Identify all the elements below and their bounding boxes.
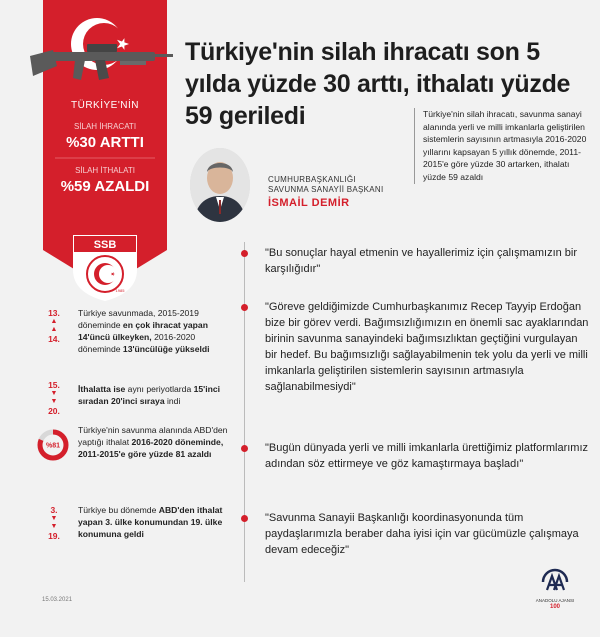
timeline-line [244, 242, 245, 582]
person-role [268, 175, 384, 195]
timeline-dot [241, 445, 248, 452]
agency-sub: 100 [549, 604, 560, 610]
person-role-line2: SAVUNMA SANAYİİ BAŞKANI [268, 185, 384, 194]
rank-from: 3. [50, 505, 58, 515]
quote-1: "Bu sonuçlar hayal etmenin ve hayallerimiz için çalışmamızın bir karşılığıdır" [265, 247, 578, 275]
anadolu-agency-logo-icon [541, 568, 569, 592]
stat-text-bold: en çok ihracat yapan 14'üncü ülkeyken, [78, 320, 208, 342]
timeline-dot [241, 304, 248, 311]
quote-4: "Savunma Sanayii Başkanlığı koordinasyonunda tüm paydaşlarımızla beraber daha iyisi için var gücümüzle çalışmaya devam edeceğiz" [265, 512, 579, 556]
summary-text: Türkiye'nin silah ihracatı, savunma sanayi alanında yerli ve milli imkanlarla geliştirilen sistemlerin sayısının artmasıyla 2016-2020 yıllarını kapsayan 5 yıllık dönemde, 2011-2015'e göre yüzde 30 artarken, ithalatı yüzde 59 azaldı [414, 108, 589, 184]
rank-change-1 [44, 308, 64, 344]
stat-text-part: 2016-2020 döneminde [78, 332, 196, 354]
stat-text-part: Türkiye'nin savunma alanında ABD'den yaptığı ithalat [78, 425, 228, 447]
quote-2: "Göreve geldiğimizde Cumhurbaşkanımız Recep Tayyip Erdoğan bize bir görev verdi. Bağımsızlığımızın en önemli sac ayaklarından birinin savunma sanayindeki bağımsızlıktan geçtiğini vurgulayan bir hedef. Bu bağımsızlığı sağlayabilmenin tek yolu da yerli ve milli imkanlarla geliştirilen sistemlerin sayısının artmasıyla sağlanabilmesiydi" [265, 301, 589, 393]
donut-label: %81 [45, 442, 61, 450]
rifle-icon [25, 34, 175, 94]
rank-to: 14. [48, 334, 60, 344]
arrow-down-icon: ▼ ▼ [50, 390, 58, 405]
quote-3: "Bugün dünyada yerli ve milli imkanlarla ürettiğimiz platformlarımız adından söz ettirmeye ve göz kamaştırmaya başladı" [265, 442, 589, 470]
stat-text-bold: 15'inci sıradan 20'inci sıraya [78, 384, 221, 406]
arrow-down-icon: ▼ ▼ [50, 515, 58, 530]
person-name: İSMAİL DEMİR [268, 197, 350, 209]
banner-country: TÜRKİYE'NİN [71, 100, 139, 111]
stat-text-bold: İthalatta ise [78, 384, 126, 394]
stat-text-2 [78, 383, 238, 407]
import-drop-donut [36, 428, 70, 462]
date-label: 15.03.2021 [42, 597, 73, 603]
rank-to: 20. [48, 406, 60, 416]
rank-from: 15. [48, 380, 60, 390]
rank-change-4 [44, 505, 64, 541]
rank-from: 13. [48, 308, 60, 318]
ssb-logo-icon [70, 232, 140, 302]
stat-text-bold: 2016-2020 döneminde, 2011-2015'e göre yüzde 81 azaldı [78, 437, 224, 459]
stat-text-bold: 13'üncülüğe yükseldi [122, 344, 210, 354]
stat-text-part: indi [164, 396, 181, 406]
import-label: SİLAH İTHALATI [75, 166, 135, 175]
import-value: %59 AZALDI [60, 178, 150, 195]
stat-text-1 [78, 307, 238, 355]
rank-to: 19. [48, 531, 60, 541]
person-role-line1: CUMHURBAŞKANLIĞI [268, 175, 356, 184]
stat-text-part: aynı periyotlarda [125, 384, 194, 394]
timeline-dot [241, 250, 248, 257]
person-photo [190, 148, 250, 222]
page-title: Türkiye'nin silah ihracatı son 5 yılda yüzde 30 arttı, ithalatı yüzde 59 geriledi [185, 38, 571, 130]
stat-text-3 [78, 424, 238, 460]
ssb-logo-text: SSB [93, 239, 117, 251]
agency-logo [535, 568, 575, 610]
stat-text-part: Türkiye savunmada, 2015-2019 döneminde [78, 308, 199, 330]
agency-name: ANADOLU AJANSI [535, 598, 575, 603]
stat-text-part: Türkiye bu dönemde [78, 505, 159, 515]
person-avatar-icon [190, 148, 250, 222]
ssb-logo-year: 1985 [115, 288, 125, 293]
arrow-up-icon: ▲ ▲ [50, 318, 58, 333]
export-value: %30 ARTTI [66, 134, 144, 151]
rank-change-2 [44, 380, 64, 416]
stat-text-bold: ABD'den ithalat yapan 3. ülke konumundan 19. ülke konumuna geldi [78, 505, 223, 539]
timeline-dot [241, 515, 248, 522]
export-label: SİLAH İHRACATI [73, 122, 137, 131]
stat-text-4 [78, 504, 238, 540]
